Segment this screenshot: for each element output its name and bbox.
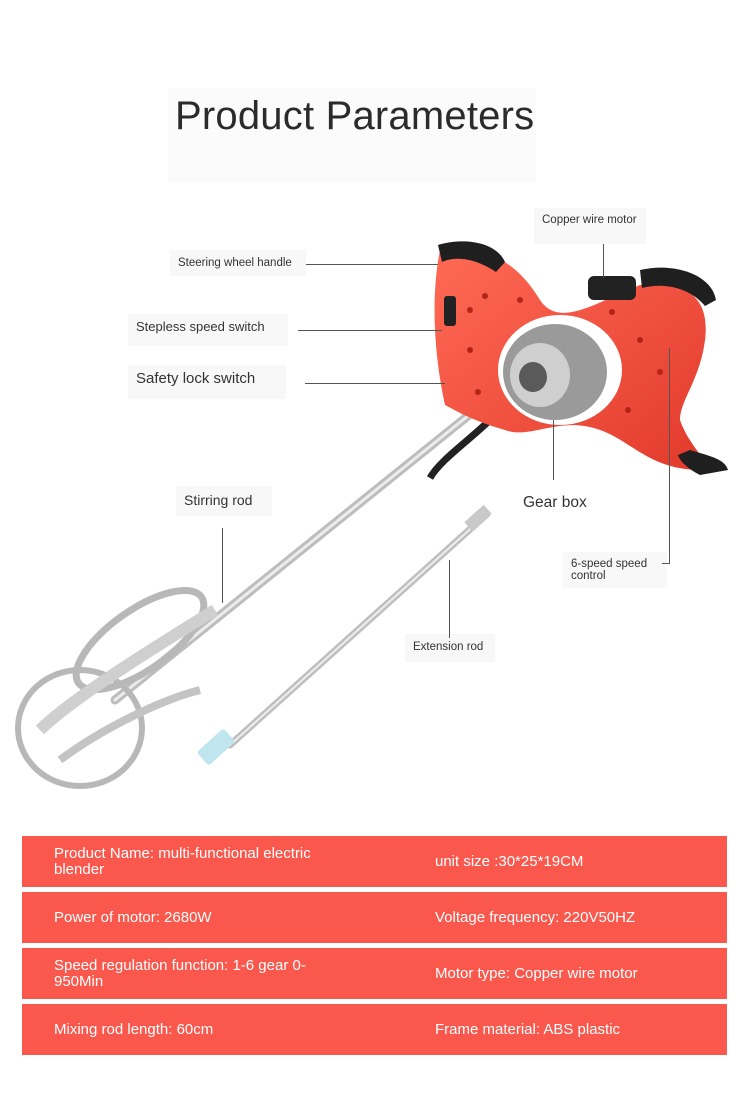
spec-motor-power: Power of motor: 2680W bbox=[54, 908, 212, 926]
spec-row bbox=[22, 1004, 727, 1055]
spec-row bbox=[22, 948, 727, 999]
spec-rod-length: Mixing rod length: 60cm bbox=[54, 1020, 214, 1038]
leader-safety-lock-switch bbox=[305, 383, 445, 384]
spec-row bbox=[22, 892, 727, 943]
speed-switch bbox=[444, 296, 456, 326]
spec-frame-material: Frame material: ABS plastic bbox=[435, 1020, 621, 1038]
leader-stirring-rod bbox=[222, 528, 223, 603]
leader-copper-wire-motor bbox=[603, 244, 604, 278]
spec-speed-regulation: Speed regulation function: 1-6 gear 0-950Min bbox=[54, 956, 306, 990]
motor-housing bbox=[588, 276, 636, 300]
mixing-paddle bbox=[18, 572, 219, 786]
spec-table bbox=[22, 836, 727, 1060]
spec-product-name: Product Name: multi-functional electric blender bbox=[54, 844, 311, 878]
spec-unit-size: unit size :30*25*19CM bbox=[435, 852, 584, 870]
label-stirring-rod: Stirring rod bbox=[176, 486, 272, 516]
label-extension-rod: Extension rod bbox=[405, 634, 495, 662]
leader-gear-box bbox=[553, 420, 554, 480]
spec-row bbox=[22, 836, 727, 887]
label-safety-lock-switch: Safety lock switch bbox=[128, 365, 286, 399]
leader-6-speed-control bbox=[669, 348, 670, 564]
spec-motor-type: Motor type: Copper wire motor bbox=[435, 964, 638, 982]
label-steering-wheel-handle: Steering wheel handle bbox=[170, 250, 306, 276]
leader-stepless-speed-switch bbox=[298, 330, 442, 331]
spec-voltage-frequency: Voltage frequency: 220V50HZ bbox=[435, 908, 636, 926]
label-stepless-speed-switch: Stepless speed switch bbox=[128, 314, 288, 346]
label-gear-box: Gear box bbox=[515, 488, 607, 520]
leader-extension-rod bbox=[449, 560, 450, 638]
leader-steering-wheel-handle bbox=[306, 264, 438, 265]
label-6-speed-control: 6-speed speed control bbox=[563, 552, 667, 588]
label-copper-wire-motor: Copper wire motor bbox=[534, 208, 646, 244]
page-title: Product Parameters bbox=[175, 94, 535, 138]
mixer-body bbox=[435, 241, 728, 475]
